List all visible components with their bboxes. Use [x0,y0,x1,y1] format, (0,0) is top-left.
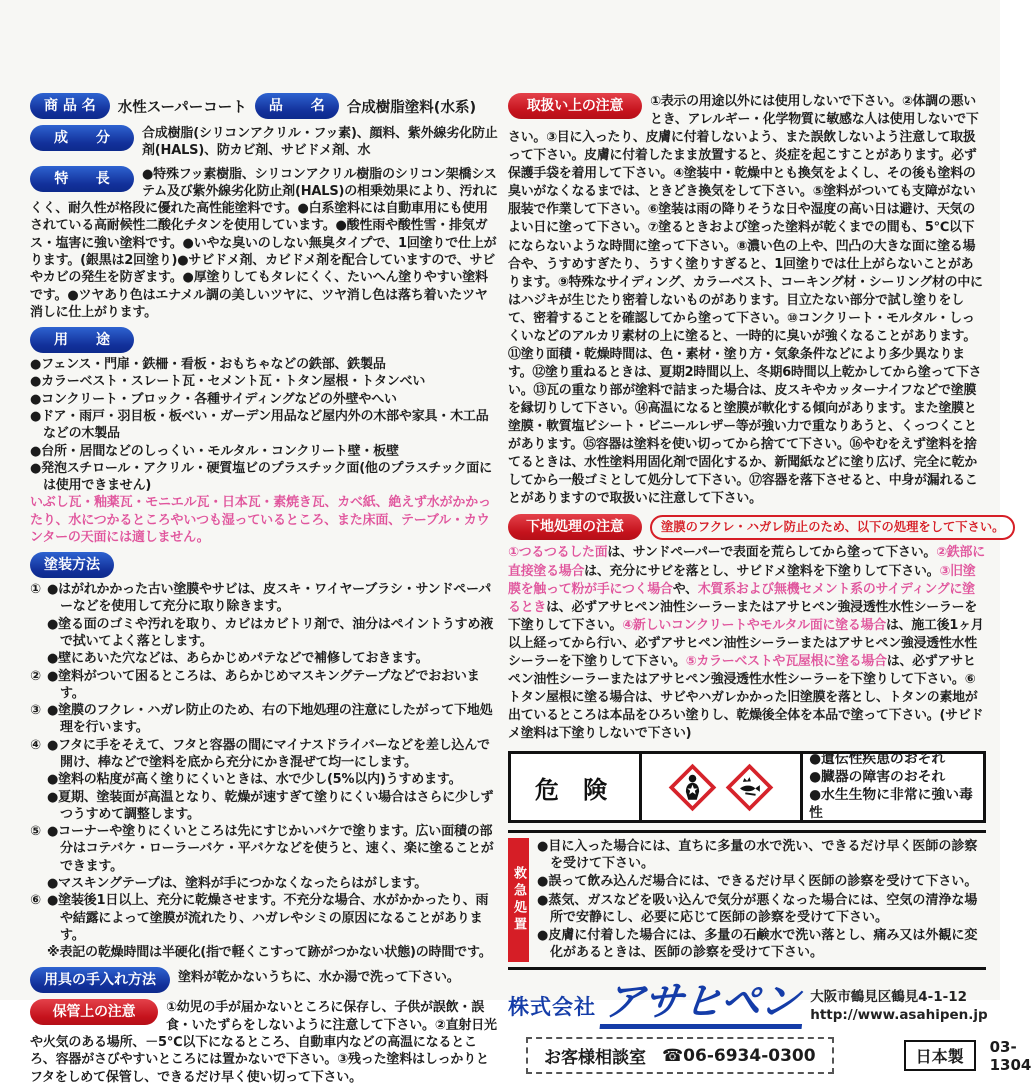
ingredients-row [30,125,498,160]
first-aid-label: 救急処置 [508,838,529,962]
substrate-segment: ③旧塗膜を触って粉が手につく場合 [508,563,976,597]
customer-service-phone: ☎06-6934-0300 [662,1045,816,1066]
company-address: 大阪市鶴見区鶴見4-1-12 [810,988,967,1005]
handling-section [508,93,986,508]
first-aid-item: ●目に入った場合には、直ちに多量の水で洗い、できるだけ早く医師の診察を受けて下さい。 [537,839,978,872]
ghs-environment-icon [726,764,773,811]
uses-list [30,356,498,494]
tool-care-pill: 用具の手入れ方法 [30,967,170,993]
list-item: ●コンクリート・ブロック・各種サイディングなどの外壁やへい [30,391,397,407]
company-url: http://www.asahipen.jp [810,1006,988,1023]
hazard-statement: ●水生生物に非常に強い毒性 [809,787,973,822]
list-item: ●カラーベスト・スレート瓦・セメント瓦・トタン屋根・トタンべい [30,374,426,390]
customer-service-label: お客様相談室 [544,1048,646,1069]
item-name-pill: 品 名 [255,93,339,119]
company-prefix: 株式会社 [508,994,596,1019]
method-bullet: ●塗料がついて困るところは、あらかじめマスキングテープなどでおおいます。 [47,668,480,701]
right-column [508,93,1031,1074]
substrate-segment: は、必ずアサヒペン油性シーラーまたはアサヒペン強浸透性水性シーラーを下塗りして下さい。 [508,599,978,633]
company-row [508,979,988,1029]
uses-unsuitable-note: いぶし瓦・釉薬瓦・モニエル瓦・日本瓦・素焼き瓦、カベ紙、絶えず水がかかったり、水につかるところやいつも湿っているところ、また床面、テーブル・カウンターの天面には適しません。 [30,495,491,545]
contact-row [508,1037,1031,1074]
hazard-statement: ●遺伝性疾患のおそれ [809,751,946,768]
storage-pill: 保管上の注意 [30,999,158,1025]
handling-text: ①表示の用途以外には使用しないで下さい。②体調の悪いとき、アレルギー・化学物質に敏感な人は使用しないで下さい。③目に入ったり、皮膚に付着しないよう、また誤飲しないよう注意して取扱って下さい。皮膚に付着したまま放置すると、炎症を起こすことがあります。必ず保護手袋を着用して下さい。④塗装中・乾燥中とも換気をよくし、その後も塗料の臭いがなくなるまでは、ときどき換気をして下さい。⑤塗料がついても支障がない服装で作業して下さい。⑥塗装は雨の降りそうな日や湿度の高い日は避け、天気のよい日に塗って下さい。⑦塗るときおよび塗った塗料が乾くまでの間も、5℃以下にならないような時間に塗って下さい。⑧濃い色の上や、凹凸の大きな面に塗る場合や、うすめすぎたり、うすく塗りすぎると、1回塗りでは仕上がらないことがあります。⑨特殊なサイディング、カラーベスト、コーキング材・シーリング材の中にはハジキが生じたり密着しないものがあります。目立たない部分で試し塗りをして、密着することを確認してから塗って下さい。⑩コンクリート・モルタル・しっくいなどのアルカリ素材の上に塗ると、一時的に臭いが強くなることがあります。⑪塗り面積・乾燥時間は、色・素材・塗り方・気象条件などにより多少異なります。⑫塗り重ねるときは、夏期2時間以上、冬期6時間以上乾かしてから塗って下さい。⑬瓦の重なり部が塗料で詰まった場合は、皮スキやカッターナイフなどで塗膜を縁切りして下さい。⑭高温になると塗膜が軟化する傾向があります。また塗膜と塗膜・軟質塩ビシート・ビニールレザー等が強い力で重なりあうと、くっつくことがあります。⑮容器は塗料を使い切ってから捨てて下さい。⑯やむをえず塗料を捨てるときは、水性塗料用固化剤で固化するか、新聞紙などに塗り広げ、完全に乾かしてから一般ゴミとして処分して下さい。⑰容器を落下させると、中身が漏れることがありますので取扱いに注意して下さい。 [508,94,983,507]
features-section [30,166,498,322]
list-item: ●ドア・雨戸・羽目板・板べい・ガーデン用品など屋内外の木部や家具・木工品などの木製品 [30,408,489,442]
ingredients-pill: 成 分 [30,125,134,151]
product-name-value: 水性スーパーコート [117,99,247,116]
method-bullet: ●塗膜のフクレ・ハガレ防止のため、右の下地処理の注意にしたがって下地処理を行います。 [47,703,493,736]
danger-signal-word: 危 険 [534,775,616,804]
method-step: ④ ●フタに手をそえて、フタと容器の間にマイナスドライバーなどを差し込んで開け、棒などで塗料を底から充分にかき混ぜて均一にします。 ●塗料の粘度が高く塗りにくいときは、水で少し(5%以内)うすめます。 ●夏期、塗装面が高温となり、乾燥が速すぎて塗りにくい場合はさらに少しずつうすめて調整します。 [30,737,498,823]
handling-pill: 取扱い上の注意 [508,93,642,119]
method-bullet: ●フタに手をそえて、フタと容器の間にマイナスドライバーなどを差し込んで開け、棒などで塗料を底から充分にかき混ぜて均一にします。 [47,737,490,770]
made-in-japan-badge: 日本製 [904,1040,976,1071]
first-aid-list [529,838,986,962]
substrate-segment: ⑥トタン屋根に塗る場合は、サビやハガレかかった旧塗膜を落とし、トタンの素地が出ているところは本品をひろい塗りし、乾燥後全体を本品で塗って下さい。(サビドメ塗料は下塗りしないで下さい) [508,671,984,742]
list-item: ●発泡スチロール・アクリル・硬質塩ビのプラスチック面(他のプラスチック面には使用できません) [30,460,492,494]
substrate-text [508,544,986,743]
method-bullet: ●塗る面のゴミや汚れを取り、カビはカビトリ剤で、油分はペイントうすめ液で拭いてよく落とします。 [47,616,494,650]
list-item: ●台所・居間などのしっくい・モルタル・コンクリート壁・板壁 [30,443,399,459]
substrate-segment: ①つるつるした面 [508,545,608,561]
method-bullet: ●塗装後1日以上、充分に乾燥させます。不充分な場合、水がかかったり、雨や結露によって塗膜が流れたり、ハガレやシミの原因になることがあります。 [47,893,489,943]
substrate-segment: ⑤カラーベストや瓦屋根に塗る場合 [685,653,887,669]
ghs-pictograms [639,754,800,820]
ghs-health-hazard-icon [669,764,716,811]
substrate-pill: 下地処理の注意 [508,514,642,540]
method-step: ① ●はがれかかった古い塗膜やサビは、皮スキ・ワイヤーブラシ・サンドペーパーなどを使用して充分に取り除きます。 ●塗る面のゴミや汚れを取り、カビはカビトリ剤で、油分はペイントうすめ液で拭いてよく落とします。 ●壁にあいた穴などは、あらかじめパテなどで補修しておきます。 [30,581,498,667]
product-code: 03-1304 [989,1037,1031,1074]
substrate-segment: は、必ずアサヒペン油性シーラーまたはアサヒペン強浸透性水性シーラーを下塗りして下さい。 [508,653,976,687]
substrate-segment: ④新しいコンクリートやモルタル面に塗る場合 [622,617,886,633]
method-bullet: ●塗料の粘度が高く塗りにくいときは、水で少し(5%以内)うすめます。 [47,772,462,788]
substrate-segment: は、サンドペーパーで表面を荒らしてから塗って下さい。 [607,545,937,561]
method-step: ⑥ ●塗装後1日以上、充分に乾燥させます。不充分な場合、水がかかったり、雨や結露によって塗膜が流れたり、ハガレやシミの原因になることがあります。 ※表記の乾燥時間は半硬化(指で軽くこすって跡がつかない状態)の時間です。 [30,892,498,961]
features-pill: 特 長 [30,166,134,192]
first-aid-item: ●皮膚に付着した場合には、多量の石鹸水で洗い落とし、痛み又は外観に変化があるときは、医師の診察を受けて下さい。 [537,927,978,961]
product-name-pill: 商 品 名 [30,93,110,119]
method-bullet: ●マスキングテープは、塗料が手につかなくなったらはがします。 [47,875,428,891]
left-column [30,93,498,1086]
uses-section [30,327,498,546]
substrate-segment: は、充分にサビを落とし、サビドメ塗料を下塗りして下さい。 [584,563,940,579]
item-name-value: 合成樹脂塗料(水系) [346,99,477,116]
storage-text: ①幼児の手が届かないところに保存し、子供が誤飲・誤食・いたずらをしないように注意して下さい。②直射日光や火気のある場所、－5℃以下になるところ、自動車内などの高温になるところ、容器がさびやすいところには置かないで下さい。③残った塗料はしっかりとフタをしめて保管し、できるだけ早く使い切って下さい。 [30,1000,497,1085]
company-address-block [810,988,987,1024]
method-step: ③ ●塗膜のフクレ・ハガレ防止のため、右の下地処理の注意にしたがって下地処理を行います。 [30,702,498,737]
features-text: ●特殊フッ素樹脂、シリコンアクリル樹脂のシリコン架橋システム及び紫外線劣化防止剤(HALS)の相乗効果により、汚れにくく、耐久性が格段に優れた高性能塗料です。●白系塗料には自動車用にも使用されている高耐候性二酸化チタンを使用しています。●酸性雨や酸性雪・排気ガス・塩害に強い塗料です。●いやな臭いのしない無臭タイプで、1回塗りで仕上がります。(銀黒は2回塗り)●サビドメ剤、カビドメ剤を配合していますので、サビやカビの発生を防ぎます。●厚塗りしてもタレにくく、たいへん塗りやすい塗料です。●ツヤあり色はエナメル調の美しいツヤに、ツヤ消し色は落ち着いたツヤ消しに仕上がります。 [30,166,498,320]
ingredients-text: 合成樹脂(シリコンアクリル・フッ素)、顔料、紫外線劣化防止剤(HALS)、防カビ剤、サビドメ剤、水 [142,126,498,159]
substrate-section [508,514,1005,743]
tool-care-section [30,967,498,993]
method-step: ⑤ ●コーナーや塗りにくいところは先にすじかいバケで塗ります。広い面積の部分はコテバケ・ローラーバケ・平バケなどを使うと、速く、楽に塗ることができます。 ●マスキングテープは、塗料が手につかなくなったらはがします。 [30,823,498,892]
method-step: ② ●塗料がついて困るところは、あらかじめマスキングテープなどでおおいます。 [30,668,498,703]
substrate-segment: ②鉄部に直接塗る場合 [508,545,985,579]
customer-service-box [526,1037,834,1074]
first-aid-section [508,830,986,970]
method-bullet: ※表記の乾燥時間は半硬化(指で軽くこすって跡がつかない状態)の時間です。 [47,945,492,961]
uses-pill: 用 途 [30,327,134,353]
substrate-note-box: 塗膜のフクレ・ハガレ防止のため、以下の処理をして下さい。 [650,515,1015,539]
list-item: ●フェンス・門扉・鉄柵・看板・おもちゃなどの鉄部、鉄製品 [30,357,386,373]
storage-section [30,999,498,1085]
method-bullet: ●夏期、塗装面が高温となり、乾燥が速すぎて塗りにくい場合はさらに少しずつうすめて調整します。 [47,789,494,822]
hazard-statements [800,751,983,822]
method-bullet: ●コーナーや塗りにくいところは先にすじかいバケで塗ります。広い面積の部分はコテバケ・ローラーバケ・平バケなどを使うと、速く、楽に塗ることができます。 [47,824,494,874]
ghs-danger-box [508,751,986,823]
painting-method-section [30,552,498,961]
footer [508,979,1031,1074]
substrate-segment: や、 [672,581,698,597]
substrate-segment: は、施工後1ヶ月以上経ってから行い、必ずアサヒペン油性シーラーまたはアサヒペン強浸透性水性シーラーを下塗りして下さい。 [508,617,984,669]
method-bullet: ●壁にあいた穴などは、あらかじめパテなどで補修しておきます。 [47,651,429,667]
substrate-segment: 木質系および無機セメント系のサイディングに塗るとき [508,581,975,615]
method-bullet: ●はがれかかった古い塗膜やサビは、皮スキ・ワイヤーブラシ・サンドペーパーなどを使用して充分に取り除きます。 [47,582,492,615]
first-aid-item: ●誤って飲み込んだ場合には、できるだけ早く医師の診察を受けて下さい。 [537,874,978,890]
product-name-row [30,93,498,119]
first-aid-item: ●蒸気、ガスなどを吸い込んで気分が悪くなった場合には、空気の清浄な場所で安静にし、必要に応じて医師の診察を受けて下さい。 [537,892,978,925]
tool-care-text: 塗料が乾かないうちに、水か湯で洗って下さい。 [178,970,460,986]
asahipen-logo: アサヒペン [600,982,807,1029]
painting-method-pill: 塗装方法 [30,552,114,578]
hazard-statement: ●臓器の障害のおそれ [809,769,946,786]
